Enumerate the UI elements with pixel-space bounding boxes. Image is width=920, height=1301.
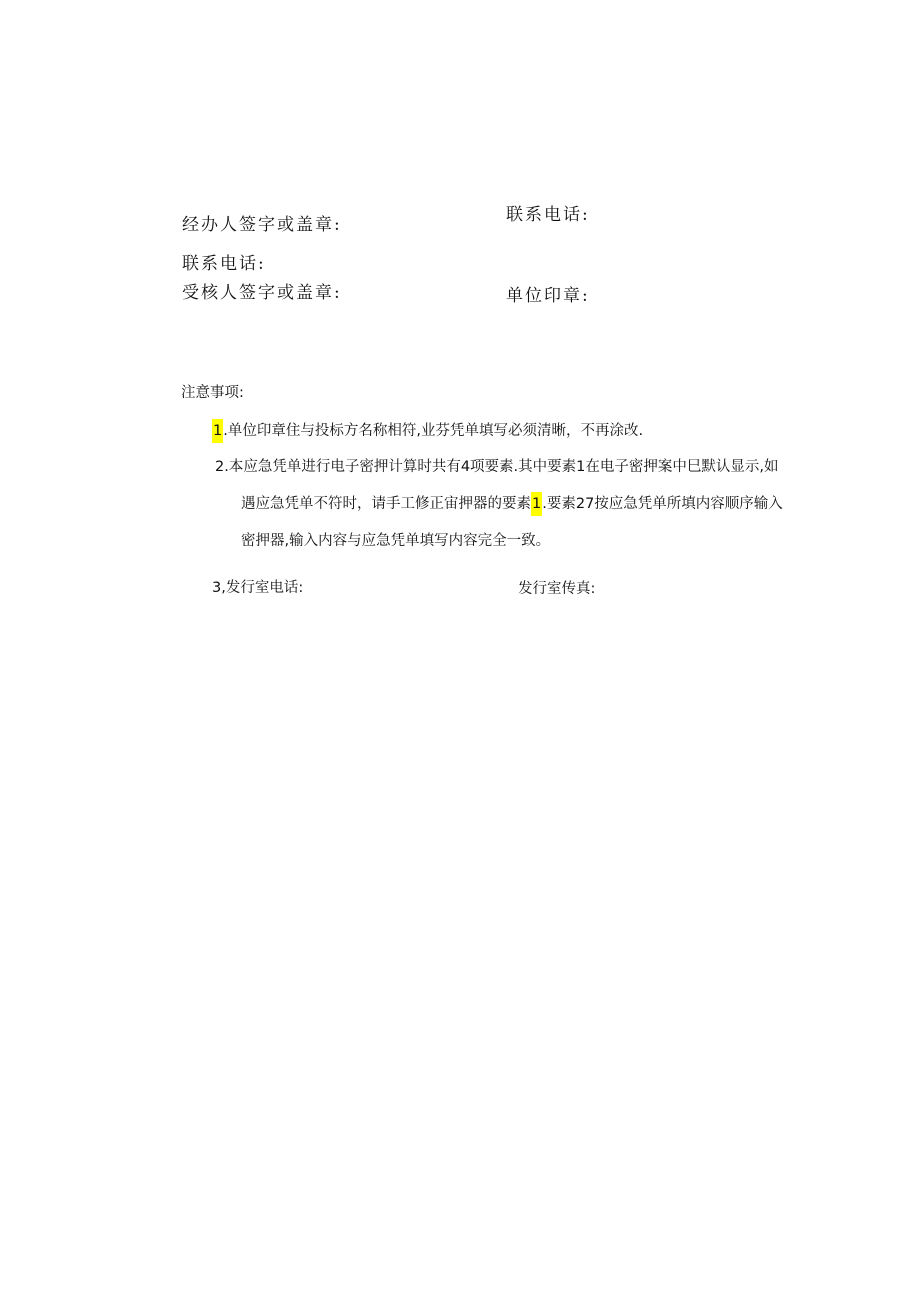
note-item-1-text: .单位印章住与投标方名称相符,业芬凭单填写必须清晰，不再涂改.	[223, 423, 644, 439]
note-item-2-line-1: 2.本应急凭单进行电子密押计算时共有4项要素.其中要素1在电子密押案中巳默认显示,如	[215, 459, 779, 475]
unit-seal-label: 单位印章:	[506, 286, 590, 306]
handler-signature-label: 经办人签字或盖章:	[182, 215, 342, 235]
highlight-mark: 1	[531, 492, 542, 516]
note-item-2-line-3: 密押器,输入内容与应急凭单填写内容完全一致。	[241, 533, 551, 549]
reviewer-signature-label: 受核人签字或盖章:	[182, 283, 342, 303]
notes-heading: 注意事项:	[181, 385, 244, 401]
highlight-mark: 1	[212, 419, 223, 443]
contact-phone-right-label: 联系电话:	[506, 205, 590, 225]
note-item-2-line-2	[241, 494, 783, 514]
note-item-2-line-2-after: .要素27按应急凭单所填内容顺序输入	[542, 496, 783, 512]
note-item-3-left: 3,发行室电话:	[212, 580, 304, 596]
note-item-2-line-2-before: 遇应急凭单不符时，请手工修正宙押器的要素	[241, 496, 531, 512]
contact-phone-left-label: 联系电话:	[182, 254, 266, 274]
note-item-3-right: 发行室传真:	[518, 581, 596, 597]
note-item-1	[212, 421, 643, 441]
